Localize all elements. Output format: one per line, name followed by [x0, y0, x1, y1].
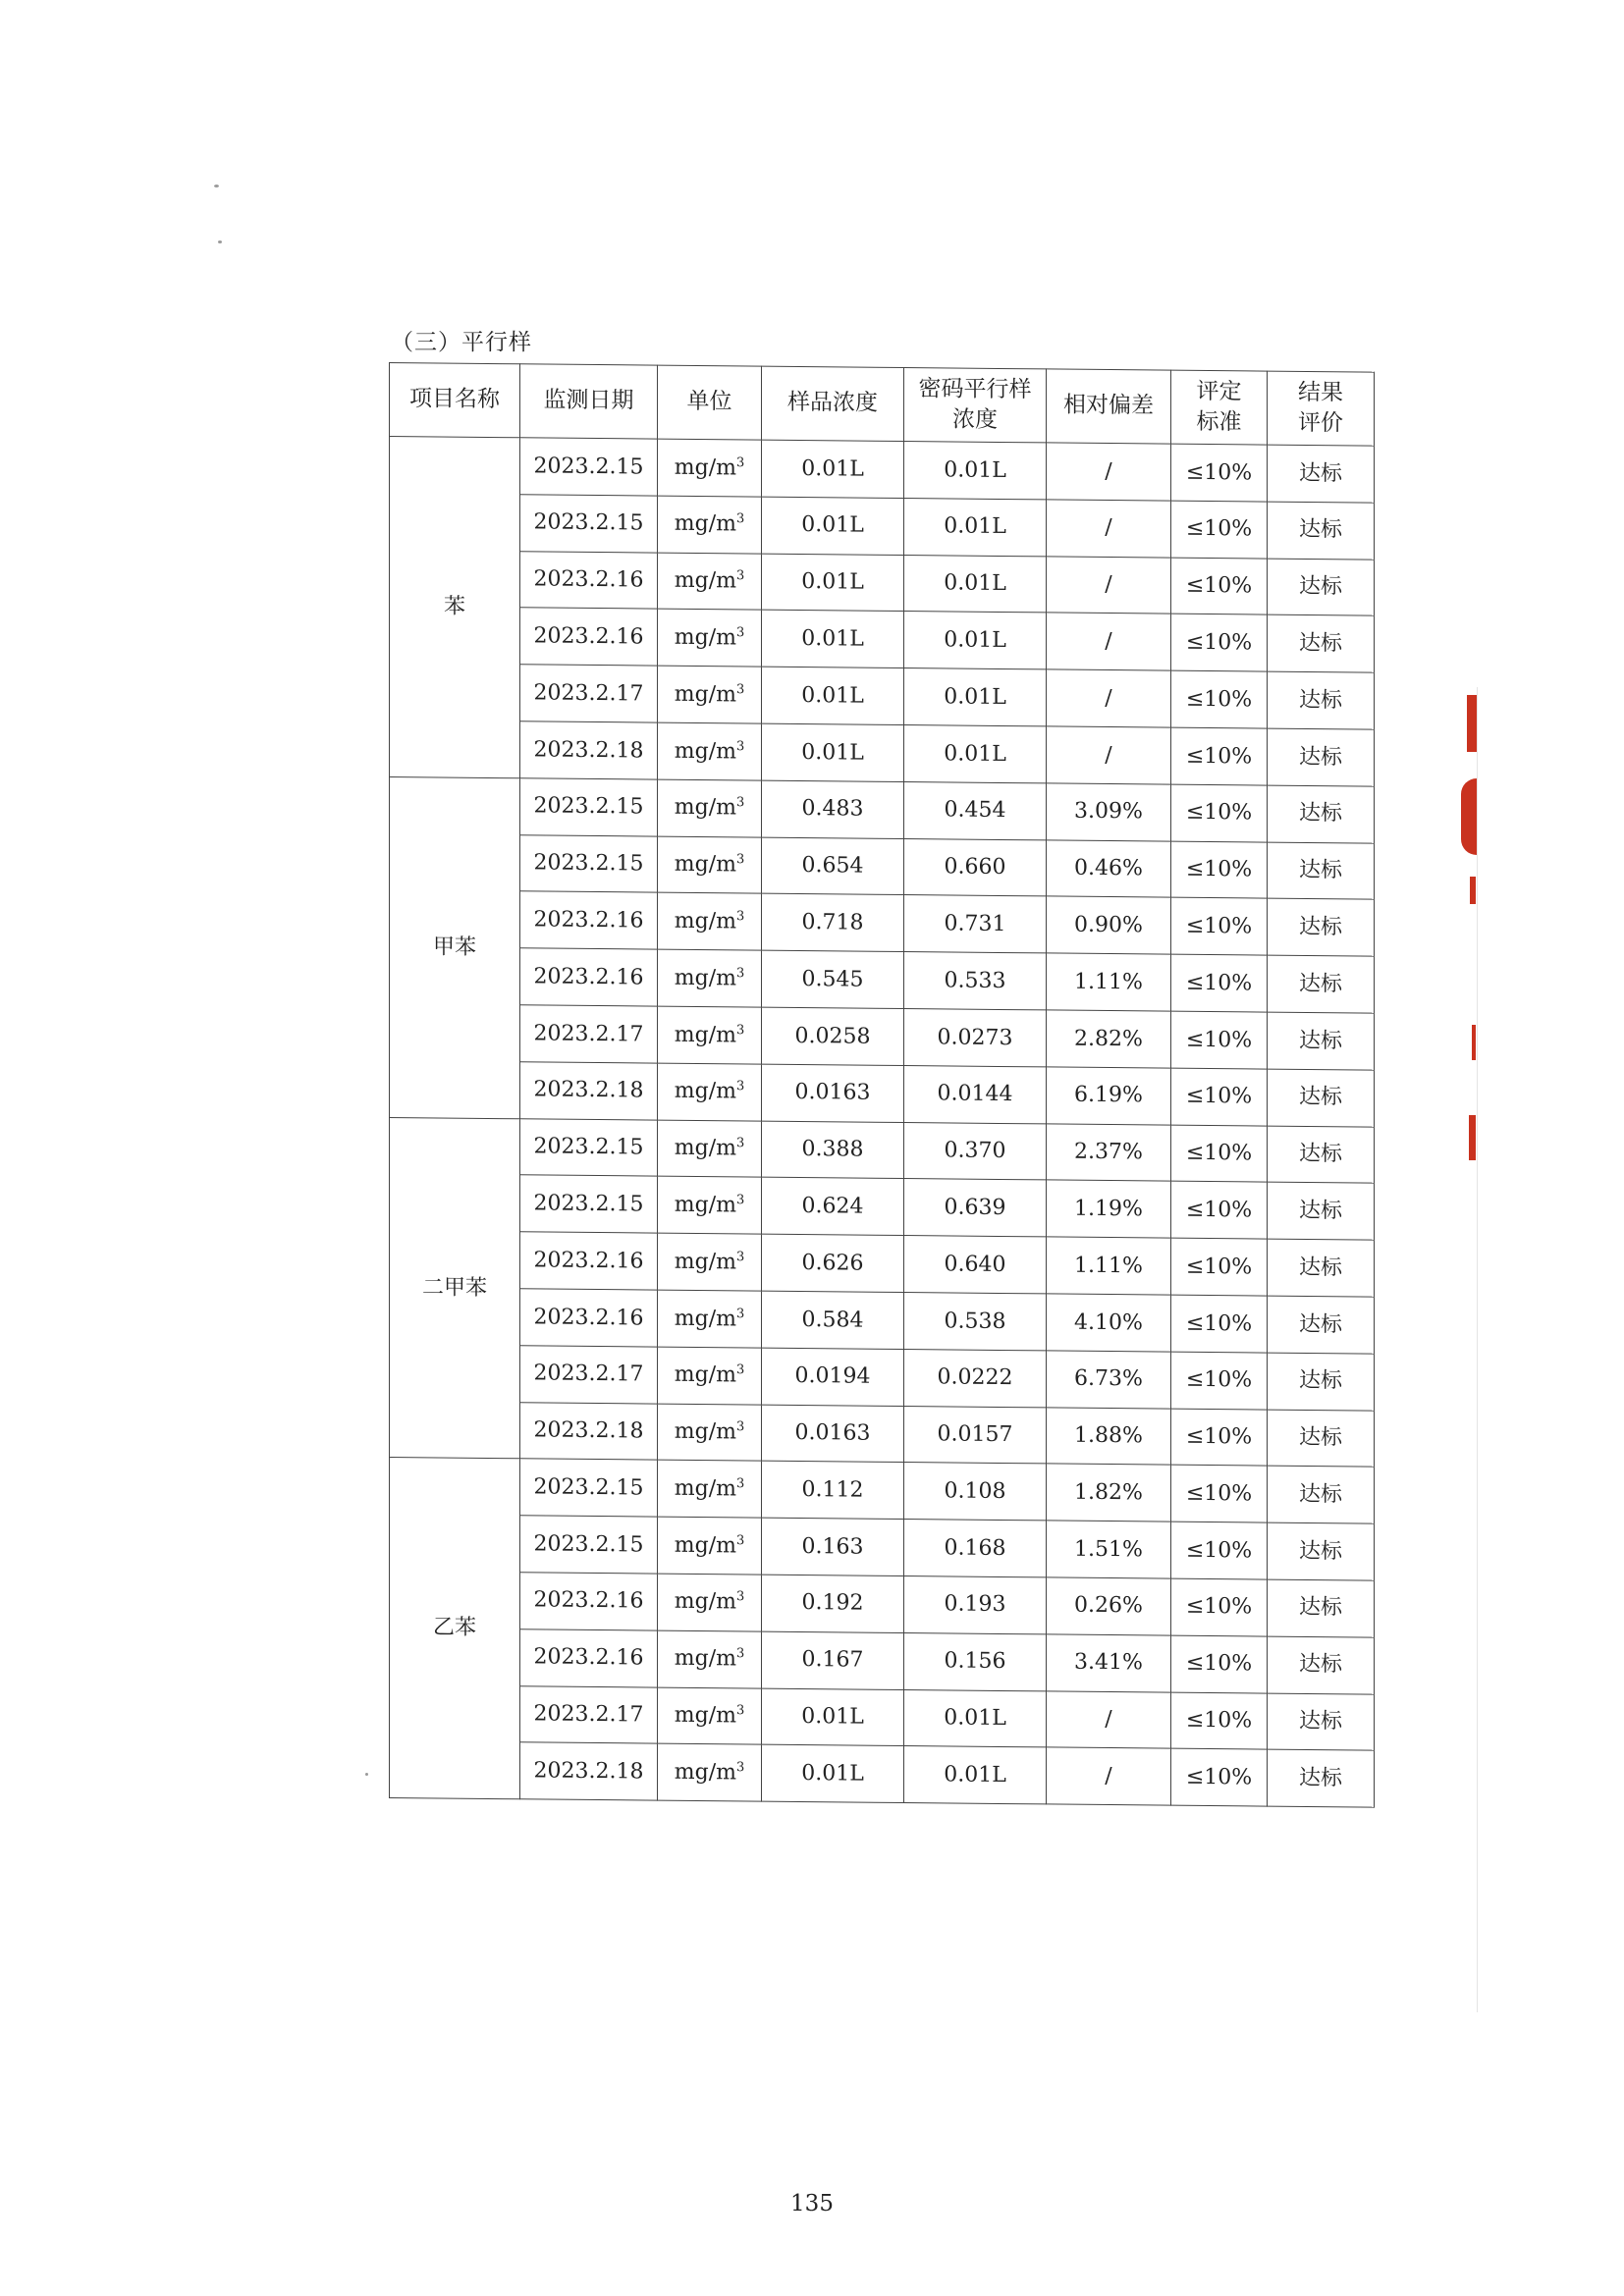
unit-base: mg/m	[674, 511, 736, 537]
unit-base: mg/m	[674, 1079, 736, 1104]
sample-conc-cell: 0.0163	[762, 1405, 904, 1463]
sample-conc-cell: 0.01L	[762, 1688, 904, 1746]
result-cell: 达标	[1268, 502, 1375, 560]
standard-cell: ≤10%	[1171, 784, 1268, 842]
standard-cell: ≤10%	[1171, 1011, 1268, 1069]
header-parallel-conc: 密码平行样浓度	[904, 368, 1047, 443]
result-cell: 达标	[1268, 1466, 1375, 1523]
parallel-conc-cell: 0.538	[904, 1292, 1047, 1350]
parallel-conc-cell: 0.01L	[904, 555, 1047, 613]
result-cell: 达标	[1268, 1182, 1375, 1240]
relative-deviation-cell: 3.41%	[1047, 1634, 1171, 1692]
unit-exponent: 3	[735, 625, 745, 641]
standard-cell: ≤10%	[1171, 670, 1268, 728]
date-cell: 2023.2.16	[520, 1573, 658, 1630]
result-cell: 达标	[1268, 1012, 1375, 1070]
unit-base: mg/m	[674, 1418, 736, 1445]
date-cell: 2023.2.18	[520, 1742, 658, 1800]
date-cell: 2023.2.18	[520, 1062, 658, 1120]
table-row	[390, 437, 1375, 503]
standard-cell: ≤10%	[1171, 1068, 1268, 1126]
item-name-cell: 甲苯	[390, 776, 520, 1118]
sample-conc-cell: 0.163	[762, 1518, 904, 1575]
date-cell: 2023.2.15	[520, 834, 658, 892]
parallel-conc-cell: 0.01L	[904, 612, 1047, 669]
table-header-row	[390, 363, 1375, 447]
unit-cell	[658, 1687, 762, 1745]
date-cell: 2023.2.16	[520, 891, 658, 949]
item-name-cell: 苯	[390, 437, 520, 778]
unit-exponent: 3	[735, 511, 745, 527]
header-relative-deviation: 相对偏差	[1047, 369, 1171, 444]
sample-conc-cell: 0.01L	[762, 440, 904, 498]
result-cell: 达标	[1268, 614, 1375, 672]
date-cell: 2023.2.15	[520, 1516, 658, 1574]
standard-cell: ≤10%	[1171, 1692, 1268, 1750]
relative-deviation-cell: 0.90%	[1047, 896, 1171, 954]
unit-exponent: 3	[735, 1703, 745, 1719]
unit-base: mg/m	[674, 1135, 736, 1161]
unit-base: mg/m	[674, 1532, 736, 1559]
date-cell: 2023.2.17	[520, 1685, 658, 1743]
table-row	[390, 720, 1375, 785]
unit-cell	[658, 836, 762, 894]
unit-cell	[658, 1630, 762, 1688]
item-name-cell: 二甲苯	[390, 1117, 520, 1459]
page-number: 135	[790, 2191, 834, 2216]
sample-conc-cell: 0.388	[762, 1121, 904, 1179]
date-cell: 2023.2.15	[520, 438, 658, 496]
relative-deviation-cell: /	[1047, 557, 1171, 614]
unit-cell	[658, 1063, 762, 1121]
result-cell: 达标	[1268, 785, 1375, 843]
relative-deviation-cell: /	[1047, 726, 1171, 784]
result-cell: 达标	[1268, 1239, 1375, 1297]
table-row	[390, 1287, 1375, 1353]
table-row	[390, 890, 1375, 956]
unit-base: mg/m	[674, 908, 736, 934]
table-row	[390, 1003, 1375, 1069]
standard-cell: ≤10%	[1171, 1578, 1268, 1636]
page-edge-line	[1477, 687, 1478, 2012]
unit-cell	[658, 1120, 762, 1178]
standard-cell: ≤10%	[1171, 1238, 1268, 1296]
date-cell: 2023.2.15	[520, 1459, 658, 1517]
parallel-conc-cell: 0.01L	[904, 442, 1047, 500]
date-cell: 2023.2.16	[520, 608, 658, 666]
unit-cell	[658, 553, 762, 611]
table-row	[390, 1571, 1375, 1636]
standard-cell: ≤10%	[1171, 444, 1268, 502]
standard-cell: ≤10%	[1171, 558, 1268, 615]
item-name-cell: 乙苯	[390, 1458, 520, 1799]
relative-deviation-cell: 1.11%	[1047, 1237, 1171, 1295]
relative-deviation-cell: /	[1047, 669, 1171, 727]
table-row	[390, 1684, 1375, 1750]
sample-conc-cell: 0.483	[762, 780, 904, 838]
parallel-conc-cell: 0.0273	[904, 1009, 1047, 1067]
table-row	[390, 607, 1375, 672]
table-row	[390, 1401, 1375, 1467]
unit-cell	[658, 779, 762, 837]
unit-exponent: 3	[735, 1306, 745, 1321]
date-cell: 2023.2.18	[520, 721, 658, 779]
sample-conc-cell: 0.01L	[762, 667, 904, 724]
unit-cell	[658, 1517, 762, 1575]
unit-exponent: 3	[735, 1646, 745, 1662]
sample-conc-cell: 0.626	[762, 1234, 904, 1292]
standard-cell: ≤10%	[1171, 1748, 1268, 1806]
sample-conc-cell: 0.01L	[762, 611, 904, 668]
parallel-conc-cell: 0.01L	[904, 1689, 1047, 1747]
relative-deviation-cell: 6.19%	[1047, 1067, 1171, 1125]
unit-base: mg/m	[674, 1646, 736, 1672]
parallel-conc-cell: 0.0144	[904, 1065, 1047, 1123]
date-cell: 2023.2.15	[520, 778, 658, 836]
unit-exponent: 3	[735, 965, 745, 981]
unit-exponent: 3	[735, 795, 745, 811]
unit-base: mg/m	[674, 795, 736, 821]
parallel-conc-cell: 0.731	[904, 895, 1047, 953]
unit-cell	[658, 1347, 762, 1405]
sample-conc-cell: 0.0258	[762, 1007, 904, 1065]
table-row	[390, 550, 1375, 615]
parallel-sample-table	[389, 362, 1375, 1808]
unit-cell	[658, 722, 762, 780]
standard-cell: ≤10%	[1171, 1635, 1268, 1693]
relative-deviation-cell: /	[1047, 1747, 1171, 1805]
header-standard: 评定标准	[1171, 370, 1268, 445]
relative-deviation-cell: 6.73%	[1047, 1351, 1171, 1409]
result-cell: 达标	[1268, 1579, 1375, 1637]
unit-exponent: 3	[735, 1079, 745, 1095]
unit-cell	[658, 496, 762, 554]
table-row	[390, 1741, 1375, 1807]
unit-exponent: 3	[735, 568, 745, 584]
relative-deviation-cell: 1.11%	[1047, 953, 1171, 1011]
standard-cell: ≤10%	[1171, 501, 1268, 559]
unit-cell	[658, 1404, 762, 1462]
table-row	[390, 1344, 1375, 1410]
sample-conc-cell: 0.0194	[762, 1348, 904, 1406]
seal-fragment-3	[1470, 877, 1476, 904]
sample-conc-cell: 0.624	[762, 1178, 904, 1236]
header-item: 项目名称	[390, 363, 520, 438]
unit-exponent: 3	[735, 738, 745, 754]
scan-speck	[365, 1773, 368, 1776]
parallel-conc-cell: 0.640	[904, 1236, 1047, 1294]
unit-base: mg/m	[674, 567, 736, 594]
table-row	[390, 664, 1375, 729]
unit-base: mg/m	[674, 454, 736, 480]
sample-conc-cell: 0.192	[762, 1575, 904, 1632]
unit-base: mg/m	[674, 1589, 736, 1615]
table-row	[390, 776, 1375, 842]
unit-cell	[658, 1006, 762, 1064]
unit-base: mg/m	[674, 851, 736, 878]
scan-speck	[214, 185, 219, 187]
parallel-conc-cell: 0.370	[904, 1122, 1047, 1180]
standard-cell: ≤10%	[1171, 1182, 1268, 1240]
seal-fragment-1	[1467, 695, 1477, 752]
relative-deviation-cell: 0.26%	[1047, 1577, 1171, 1635]
table-row	[390, 1117, 1375, 1183]
result-cell: 达标	[1268, 1410, 1375, 1468]
table-row	[390, 1174, 1375, 1240]
unit-exponent: 3	[735, 1475, 745, 1492]
date-cell: 2023.2.16	[520, 1289, 658, 1347]
date-cell: 2023.2.16	[520, 551, 658, 609]
unit-base: mg/m	[674, 681, 736, 708]
table-row	[390, 1515, 1375, 1580]
unit-base: mg/m	[674, 1362, 736, 1388]
unit-cell	[658, 610, 762, 667]
parallel-conc-cell: 0.533	[904, 952, 1047, 1010]
unit-base: mg/m	[674, 965, 736, 991]
result-cell: 达标	[1268, 1069, 1375, 1127]
relative-deviation-cell: /	[1047, 443, 1171, 501]
relative-deviation-cell: 1.88%	[1047, 1407, 1171, 1465]
unit-base: mg/m	[674, 1759, 736, 1786]
unit-cell	[658, 439, 762, 497]
date-cell: 2023.2.16	[520, 1232, 658, 1290]
parallel-conc-cell: 0.168	[904, 1520, 1047, 1577]
header-sample-conc: 样品浓度	[762, 366, 904, 441]
unit-base: mg/m	[674, 738, 736, 764]
date-cell: 2023.2.15	[520, 495, 658, 553]
relative-deviation-cell: 2.82%	[1047, 1010, 1171, 1068]
unit-cell	[658, 1176, 762, 1234]
table-row	[390, 947, 1375, 1013]
unit-base: mg/m	[674, 1022, 736, 1047]
parallel-conc-cell: 0.156	[904, 1632, 1047, 1690]
seal-fragment-5	[1469, 1115, 1476, 1160]
seal-fragment-2	[1461, 778, 1477, 855]
standard-cell: ≤10%	[1171, 1295, 1268, 1353]
unit-base: mg/m	[674, 1475, 736, 1502]
relative-deviation-cell: 4.10%	[1047, 1294, 1171, 1352]
unit-exponent: 3	[735, 1136, 745, 1151]
result-cell: 达标	[1268, 728, 1375, 786]
parallel-conc-cell: 0.193	[904, 1575, 1047, 1633]
parallel-conc-cell: 0.01L	[904, 1746, 1047, 1804]
date-cell: 2023.2.15	[520, 1118, 658, 1176]
standard-cell: ≤10%	[1171, 1409, 1268, 1467]
sample-conc-cell: 0.01L	[762, 554, 904, 612]
scan-speck	[218, 240, 222, 243]
sample-conc-cell: 0.01L	[762, 1744, 904, 1802]
table-row	[390, 1231, 1375, 1297]
unit-base: mg/m	[674, 1249, 736, 1275]
parallel-conc-cell: 0.01L	[904, 668, 1047, 726]
table-row	[390, 833, 1375, 899]
unit-exponent: 3	[735, 1532, 745, 1548]
relative-deviation-cell: 2.37%	[1047, 1123, 1171, 1181]
sample-conc-cell: 0.167	[762, 1631, 904, 1689]
result-cell: 达标	[1268, 898, 1375, 956]
unit-exponent: 3	[735, 1022, 745, 1038]
relative-deviation-cell: /	[1047, 613, 1171, 670]
unit-cell	[658, 1574, 762, 1631]
unit-exponent: 3	[735, 908, 745, 925]
date-cell: 2023.2.17	[520, 665, 658, 722]
table-row	[390, 1628, 1375, 1693]
seal-fragment-4	[1472, 1025, 1476, 1060]
unit-cell	[658, 1290, 762, 1348]
date-cell: 2023.2.17	[520, 1005, 658, 1063]
standard-cell: ≤10%	[1171, 954, 1268, 1012]
section-title: （三）平行样	[391, 330, 532, 355]
relative-deviation-cell: 3.09%	[1047, 783, 1171, 841]
date-cell: 2023.2.18	[520, 1402, 658, 1460]
result-cell: 达标	[1268, 1296, 1375, 1354]
parallel-conc-cell: 0.01L	[904, 725, 1047, 783]
unit-base: mg/m	[674, 1306, 736, 1331]
unit-exponent: 3	[735, 1589, 745, 1605]
unit-cell	[658, 949, 762, 1007]
date-cell: 2023.2.15	[520, 1175, 658, 1233]
parallel-conc-cell: 0.639	[904, 1179, 1047, 1237]
unit-exponent: 3	[735, 1419, 745, 1435]
result-cell: 达标	[1268, 1522, 1375, 1580]
unit-cell	[658, 893, 762, 951]
parallel-conc-cell: 0.0222	[904, 1349, 1047, 1407]
header-result: 结果评价	[1268, 371, 1375, 446]
relative-deviation-cell: 1.82%	[1047, 1464, 1171, 1522]
result-cell: 达标	[1268, 955, 1375, 1013]
parallel-conc-cell: 0.01L	[904, 498, 1047, 556]
parallel-conc-cell: 0.108	[904, 1463, 1047, 1521]
date-cell: 2023.2.16	[520, 948, 658, 1006]
unit-base: mg/m	[674, 1702, 736, 1729]
table-body	[390, 437, 1375, 1808]
sample-conc-cell: 0.718	[762, 894, 904, 952]
relative-deviation-cell: 0.46%	[1047, 840, 1171, 898]
header-unit: 单位	[658, 365, 762, 440]
unit-exponent: 3	[735, 1249, 745, 1264]
standard-cell: ≤10%	[1171, 1125, 1268, 1183]
sample-conc-cell: 0.654	[762, 837, 904, 895]
sample-conc-cell: 0.545	[762, 950, 904, 1008]
unit-exponent: 3	[735, 1192, 745, 1208]
sample-conc-cell: 0.01L	[762, 497, 904, 555]
sample-conc-cell: 0.112	[762, 1461, 904, 1519]
result-cell: 达标	[1268, 1126, 1375, 1184]
result-cell: 达标	[1268, 559, 1375, 616]
sample-conc-cell: 0.01L	[762, 723, 904, 781]
standard-cell: ≤10%	[1171, 1352, 1268, 1410]
standard-cell: ≤10%	[1171, 841, 1268, 899]
unit-base: mg/m	[674, 1192, 736, 1218]
unit-exponent: 3	[735, 681, 745, 697]
parallel-conc-cell: 0.0157	[904, 1406, 1047, 1464]
relative-deviation-cell: /	[1047, 500, 1171, 558]
relative-deviation-cell: /	[1047, 1690, 1171, 1748]
result-cell: 达标	[1268, 1749, 1375, 1807]
standard-cell: ≤10%	[1171, 1522, 1268, 1579]
result-cell: 达标	[1268, 1693, 1375, 1751]
standard-cell: ≤10%	[1171, 1465, 1268, 1522]
unit-exponent: 3	[735, 852, 745, 868]
result-cell: 达标	[1268, 1636, 1375, 1694]
date-cell: 2023.2.16	[520, 1629, 658, 1687]
unit-cell	[658, 1743, 762, 1801]
sample-conc-cell: 0.0163	[762, 1064, 904, 1122]
table-row	[390, 1060, 1375, 1126]
table-row	[390, 493, 1375, 559]
result-cell: 达标	[1268, 842, 1375, 900]
table-row	[390, 1458, 1375, 1523]
unit-base: mg/m	[674, 624, 736, 651]
parallel-conc-cell: 0.454	[904, 781, 1047, 839]
result-cell: 达标	[1268, 1353, 1375, 1411]
standard-cell: ≤10%	[1171, 727, 1268, 785]
header-date: 监测日期	[520, 364, 658, 439]
parallel-conc-cell: 0.660	[904, 838, 1047, 896]
result-cell: 达标	[1268, 671, 1375, 729]
relative-deviation-cell: 1.51%	[1047, 1521, 1171, 1578]
unit-exponent: 3	[735, 454, 745, 470]
standard-cell: ≤10%	[1171, 614, 1268, 672]
standard-cell: ≤10%	[1171, 898, 1268, 956]
date-cell: 2023.2.17	[520, 1346, 658, 1404]
unit-cell	[658, 666, 762, 723]
relative-deviation-cell: 1.19%	[1047, 1180, 1171, 1238]
unit-cell	[658, 1460, 762, 1518]
result-cell: 达标	[1268, 445, 1375, 503]
unit-exponent: 3	[735, 1759, 745, 1776]
unit-exponent: 3	[735, 1362, 745, 1378]
unit-cell	[658, 1233, 762, 1291]
sample-conc-cell: 0.584	[762, 1291, 904, 1349]
